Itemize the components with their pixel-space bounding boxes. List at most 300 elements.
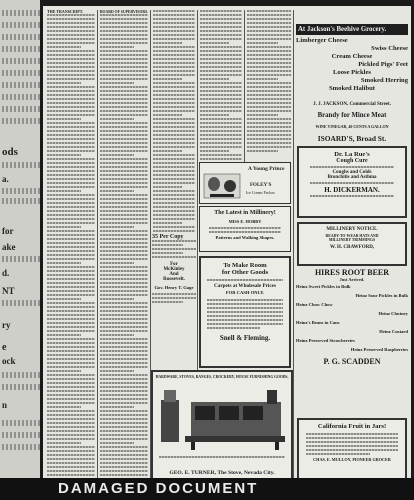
- text-line: [47, 198, 95, 200]
- text-line: [100, 438, 148, 440]
- text-line: [207, 315, 283, 317]
- jackson-title: At Jackson's Beehive Grocery.: [296, 24, 408, 35]
- text-line: [47, 374, 95, 376]
- text-line: [47, 110, 95, 112]
- text-line: [47, 282, 95, 284]
- text-line: [2, 46, 40, 52]
- text-line: [47, 466, 95, 468]
- text-line: [47, 234, 95, 236]
- text-line: [159, 456, 285, 458]
- text-line: [153, 98, 195, 100]
- ice-cream-illustration: [202, 166, 242, 202]
- text-line: [2, 34, 40, 40]
- column-text: [247, 10, 291, 152]
- fragment-text: NT: [2, 286, 15, 296]
- text-line: [247, 138, 291, 140]
- text-line: [152, 244, 183, 246]
- text-line: [100, 218, 148, 220]
- larue-name: H. DICKERMAN.: [324, 186, 380, 194]
- text-line: [47, 22, 95, 24]
- text-line: [247, 106, 291, 108]
- text-line: [247, 42, 278, 44]
- crawford-millinery-ad: [297, 222, 407, 266]
- text-line: [47, 146, 95, 148]
- hires-items: [296, 282, 408, 354]
- text-line: [100, 166, 148, 168]
- politics-name: Roosevelt.: [163, 277, 185, 282]
- text-line: [100, 202, 148, 204]
- text-line: [100, 22, 148, 24]
- text-line: [2, 432, 40, 438]
- politics-name: And: [169, 272, 179, 277]
- text-line: [100, 458, 148, 460]
- text-line: [47, 258, 95, 260]
- text-line: [2, 70, 40, 76]
- text-line: [100, 194, 148, 196]
- jackson-items: [296, 37, 408, 93]
- text-line: [100, 94, 148, 96]
- text-line: [100, 474, 148, 476]
- text-line: [47, 302, 95, 304]
- text-line: [200, 54, 242, 56]
- text-line: [306, 433, 397, 435]
- text-line: [2, 162, 40, 168]
- text-line: [100, 426, 148, 428]
- text-line: [100, 66, 148, 68]
- text-line: [100, 238, 148, 240]
- text-line: [100, 82, 134, 84]
- text-line: [100, 18, 148, 20]
- text-line: [207, 311, 283, 313]
- text-line: [207, 303, 283, 305]
- text-line: [47, 118, 81, 120]
- text-line: [47, 430, 95, 432]
- text-line: [47, 54, 95, 56]
- text-line: [247, 126, 291, 128]
- text-line: [247, 62, 291, 64]
- text-line: [100, 470, 148, 472]
- text-line: [47, 122, 95, 124]
- text-line: [100, 462, 148, 464]
- text-line: [247, 14, 291, 16]
- text-line: [2, 118, 40, 124]
- text-line: [100, 370, 134, 372]
- text-line: [47, 46, 81, 48]
- text-line: [200, 106, 242, 108]
- notice-line: MILLINERY TRIMMINGS: [328, 238, 376, 242]
- text-line: [153, 170, 195, 172]
- text-line: [306, 453, 370, 455]
- text-line: [153, 162, 195, 164]
- column-text: [200, 10, 242, 168]
- text-line: [47, 50, 95, 52]
- text-line: [200, 78, 229, 80]
- text-line: [47, 274, 95, 276]
- text-line: [47, 66, 95, 68]
- mince-heading: Brandy for Mince Meat: [317, 112, 387, 119]
- text-line: [200, 102, 242, 104]
- text-line: [100, 378, 148, 380]
- text-line: [247, 10, 291, 12]
- text-line: [47, 142, 95, 144]
- text-line: [100, 266, 148, 268]
- larue-subtitle: Cough Cure: [336, 158, 368, 164]
- text-line: [47, 458, 95, 460]
- text-block: [159, 456, 285, 460]
- text-line: [306, 441, 397, 443]
- text-block: [209, 227, 281, 233]
- text-line: [247, 70, 291, 72]
- text-line: [306, 437, 397, 439]
- text-line: [153, 142, 195, 144]
- text-line: [153, 34, 195, 36]
- text-line: [100, 322, 148, 324]
- text-line: [100, 150, 148, 152]
- text-line: [100, 362, 148, 364]
- text-line: [247, 82, 291, 84]
- text-line: [152, 256, 196, 258]
- text-line: [153, 22, 195, 24]
- list-item: Limberger Cheese: [296, 37, 348, 44]
- text-line: [100, 262, 134, 264]
- larue-line: Coughs and Colds: [332, 170, 372, 175]
- text-line: [100, 350, 148, 352]
- list-item: Heinz Sweet Pickles in Bulk: [296, 284, 351, 289]
- text-line: [247, 50, 291, 52]
- text-line: [100, 30, 148, 32]
- text-line: [47, 114, 95, 116]
- fragment-text: ock: [2, 356, 16, 366]
- text-line: [153, 150, 182, 152]
- text-line: [100, 274, 148, 276]
- text-line: [153, 110, 195, 112]
- text-line: [100, 214, 148, 216]
- text-line: [153, 230, 195, 232]
- text-line: [2, 22, 40, 28]
- text-line: [153, 154, 195, 156]
- text-line: [153, 94, 195, 96]
- text-line: [247, 34, 291, 36]
- fragment-text: a.: [2, 174, 9, 184]
- text-line: [100, 70, 148, 72]
- hardware-footer: GEO. E. TURNER, The Stove, Nevada City.: [169, 470, 275, 476]
- text-line: [247, 134, 291, 136]
- text-line: [47, 334, 81, 336]
- millinery-title: The Latest in Millinery!: [214, 210, 276, 216]
- text-line: [47, 202, 95, 204]
- text-line: [100, 86, 148, 88]
- text-line: [47, 358, 95, 360]
- text-line: [47, 262, 81, 264]
- text-line: [153, 194, 195, 196]
- politics-name: Gov. Henry T. Gage: [154, 285, 194, 290]
- text-line: [153, 78, 182, 80]
- text-line: [100, 222, 148, 224]
- text-line: [2, 10, 40, 16]
- text-line: [200, 122, 242, 124]
- text-line: [100, 78, 148, 80]
- text-line: [47, 342, 95, 344]
- text-line: [247, 38, 291, 40]
- text-line: [306, 449, 397, 451]
- text-line: [100, 286, 148, 288]
- notice-title: MILLINERY NOTICE.: [326, 227, 378, 232]
- text-line: [47, 82, 81, 84]
- text-line: [100, 254, 148, 256]
- text-line: [47, 298, 81, 300]
- politics-name: McKinley: [163, 267, 185, 272]
- list-item: Heinz's Beans in Cans: [296, 320, 340, 325]
- text-line: [2, 188, 40, 194]
- text-line: [306, 445, 397, 447]
- foley-subtitle: Ice Cream Parlors: [246, 190, 275, 195]
- text-line: [100, 190, 134, 192]
- text-line: [47, 438, 95, 440]
- text-line: [100, 290, 148, 292]
- text-line: [247, 122, 291, 124]
- text-line: [2, 58, 40, 64]
- text-line: [247, 58, 291, 60]
- text-line: [100, 394, 148, 396]
- text-line: [47, 350, 95, 352]
- list-item: Loose Pickles: [333, 69, 371, 76]
- text-line: [47, 26, 95, 28]
- text-line: [100, 282, 148, 284]
- text-line: [200, 86, 242, 88]
- text-line: [100, 242, 148, 244]
- text-line: [47, 70, 95, 72]
- text-line: [47, 330, 95, 332]
- text-line: [100, 414, 148, 416]
- damaged-document-banner: [0, 478, 414, 500]
- text-line: [247, 142, 291, 144]
- text-line: [47, 94, 95, 96]
- text-line: [47, 62, 95, 64]
- text-line: [153, 38, 195, 40]
- text-line: [47, 154, 81, 156]
- banner-text: DAMAGED DOCUMENT: [58, 480, 259, 497]
- text-line: [2, 82, 40, 88]
- text-line: [200, 74, 242, 76]
- text-line: [47, 306, 95, 308]
- isoards-heading: ISOARD'S, Broad St.: [317, 134, 387, 143]
- california-title: California Fruit in Jars!: [317, 423, 387, 430]
- text-line: [100, 50, 148, 52]
- text-line: [200, 82, 242, 84]
- hires-subtitle: Just Arrived.: [339, 277, 365, 282]
- text-line: [47, 362, 95, 364]
- text-line: [247, 90, 291, 92]
- masthead-title: THE TRANSCRIPT.: [47, 10, 84, 14]
- text-line: [47, 470, 95, 472]
- text-line: [47, 310, 95, 312]
- text-line: [100, 38, 148, 40]
- text-line: [47, 78, 95, 80]
- text-line: [247, 46, 291, 48]
- text-line: [100, 386, 148, 388]
- text-line: [47, 174, 95, 176]
- text-block: [207, 279, 283, 281]
- text-line: [100, 138, 148, 140]
- text-line: [100, 278, 148, 280]
- text-line: [100, 54, 148, 56]
- text-line: [100, 334, 134, 336]
- foley-title: A Young Prince: [248, 166, 285, 172]
- text-line: [47, 126, 95, 128]
- text-line: [200, 114, 229, 116]
- text-line: [200, 154, 242, 156]
- text-line: [153, 210, 195, 212]
- adjacent-page-edge: [0, 0, 40, 492]
- text-line: [153, 26, 195, 28]
- text-line: [47, 194, 95, 196]
- text-line: [47, 134, 95, 136]
- text-line: [247, 94, 291, 96]
- text-line: [100, 62, 148, 64]
- larue-line: Bronchitis and Asthma: [327, 175, 377, 180]
- text-line: [47, 74, 95, 76]
- column-rule: [97, 10, 98, 482]
- text-line: [47, 446, 95, 448]
- fragment-text: ry: [2, 320, 11, 330]
- text-line: [100, 174, 148, 176]
- text-line: [47, 454, 95, 456]
- text-line: [100, 74, 148, 76]
- text-line: [100, 134, 148, 136]
- fragment-text: n: [2, 400, 8, 410]
- text-line: [100, 14, 148, 16]
- text-line: [200, 66, 242, 68]
- text-line: [47, 398, 95, 400]
- text-line: [100, 374, 148, 376]
- list-item: Heinz Custard: [379, 329, 408, 334]
- text-line: [2, 384, 40, 390]
- text-line: [47, 162, 95, 164]
- text-line: [47, 414, 95, 416]
- text-line: [100, 294, 148, 296]
- text-line: [100, 46, 134, 48]
- text-line: [100, 178, 148, 180]
- text-line: [153, 138, 195, 140]
- text-line: [153, 166, 195, 168]
- text-line: [153, 226, 195, 228]
- text-line: [47, 294, 95, 296]
- text-line: [100, 230, 148, 232]
- text-line: [153, 14, 195, 16]
- text-line: [47, 242, 95, 244]
- text-line: [153, 70, 195, 72]
- text-line: [153, 46, 195, 48]
- vinegar-line: WINE VINEGAR, 40 CENTS A GALLON: [315, 124, 389, 129]
- text-line: [47, 346, 95, 348]
- text-line: [153, 190, 195, 192]
- text-line: [207, 299, 283, 301]
- text-line: [200, 70, 242, 72]
- text-line: [100, 182, 148, 184]
- text-line: [153, 202, 195, 204]
- mulloy-name: CHAS. E. MULLOY, PIONEER GROCER: [313, 457, 391, 462]
- text-line: [100, 318, 148, 320]
- text-line: [153, 18, 195, 20]
- list-item: Heinz Sour Pickles in Bulk: [355, 293, 408, 298]
- text-line: [47, 322, 95, 324]
- list-item: Smoked Halibut: [329, 85, 375, 92]
- text-line: [200, 146, 242, 148]
- text-line: [153, 82, 195, 84]
- news-column-2: [100, 10, 148, 484]
- text-line: [47, 422, 95, 424]
- text-line: [247, 78, 278, 80]
- hardware-ad: [151, 370, 293, 482]
- text-line: [247, 18, 291, 20]
- text-line: [153, 130, 195, 132]
- text-block: [207, 299, 283, 329]
- text-line: [47, 378, 95, 380]
- text-line: [310, 195, 395, 197]
- text-line: [100, 434, 148, 436]
- millinery-name: MISS E. HOBBY: [228, 219, 262, 224]
- text-line: [100, 226, 134, 228]
- larue-title: Dr. La Rue's: [334, 151, 370, 158]
- text-line: [153, 66, 195, 68]
- text-line: [47, 222, 95, 224]
- text-line: [47, 190, 81, 192]
- text-line: [153, 186, 182, 188]
- text-line: [47, 418, 95, 420]
- text-line: [200, 62, 242, 64]
- column-text: [47, 14, 95, 484]
- text-line: [153, 30, 195, 32]
- text-line: [153, 74, 195, 76]
- text-line: [100, 146, 148, 148]
- text-line: [200, 90, 242, 92]
- scadden-name: P. G. SCADDEN: [323, 357, 381, 366]
- politics-ad: [152, 234, 196, 352]
- fragment-text: d.: [2, 268, 10, 278]
- text-line: [153, 206, 195, 208]
- text-line: [100, 342, 148, 344]
- text-line: [100, 118, 134, 120]
- text-line: [47, 250, 95, 252]
- text-line: [100, 270, 148, 272]
- make-room-title: for Other Goods: [221, 269, 269, 276]
- text-line: [153, 90, 195, 92]
- text-line: [100, 358, 148, 360]
- text-line: [100, 402, 148, 404]
- text-line: [153, 62, 195, 64]
- text-line: [47, 34, 95, 36]
- text-line: [47, 270, 95, 272]
- text-line: [100, 326, 148, 328]
- text-line: [100, 314, 148, 316]
- text-line: [153, 58, 195, 60]
- text-line: [2, 256, 40, 262]
- text-line: [47, 394, 95, 396]
- text-line: [100, 158, 148, 160]
- text-line: [207, 327, 260, 329]
- text-line: [247, 110, 291, 112]
- text-line: [153, 42, 182, 44]
- column-heading: BOARD OF SUPERVISORS.: [100, 10, 148, 14]
- fragment-text: ods: [2, 146, 18, 158]
- text-line: [47, 170, 95, 172]
- text-line: [100, 210, 148, 212]
- text-line: [200, 138, 242, 140]
- text-line: [100, 454, 148, 456]
- politics-name: For: [170, 262, 178, 267]
- text-block: [306, 433, 397, 455]
- text-line: [152, 252, 183, 254]
